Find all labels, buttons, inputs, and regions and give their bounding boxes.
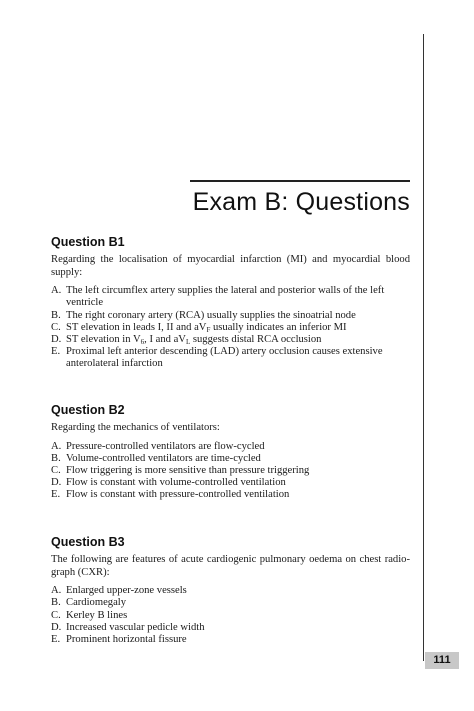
option-item — [51, 489, 410, 501]
option-item — [51, 453, 410, 465]
option-item — [51, 622, 410, 634]
question-block-b3 — [51, 535, 410, 646]
option-item — [51, 322, 410, 334]
option-letter: B. — [51, 597, 61, 609]
option-item — [51, 334, 410, 346]
option-letter: A. — [51, 285, 62, 297]
option-list — [51, 285, 410, 370]
option-text: Increased vascular pedicle width — [66, 621, 205, 633]
question-block-b1 — [51, 235, 410, 371]
option-item — [51, 465, 410, 477]
option-text: Volume-controlled ventilators are time-cycled — [66, 452, 261, 464]
option-letter: D. — [51, 477, 62, 489]
option-text: Flow is constant with volume-controlled ventilation — [66, 477, 286, 489]
question-stem: Regarding the mechanics of ventilators: — [51, 422, 220, 433]
option-list — [51, 585, 410, 646]
option-letter: B. — [51, 309, 61, 321]
option-text — [66, 322, 410, 334]
option-text: Prominent horizontal fissure — [66, 634, 187, 645]
option-subscript: 6 — [140, 338, 145, 346]
option-letter: D. — [51, 621, 62, 633]
option-item — [51, 585, 410, 597]
option-text: Flow is constant with pressure-controlled ventilation — [66, 489, 290, 501]
option-letter: A. — [51, 440, 62, 452]
chapter-title-rule — [190, 180, 410, 182]
option-text: Flow triggering is more sensitive than pressure triggering — [66, 465, 310, 476]
page-number: 111 — [425, 652, 459, 669]
option-text-part: , I and aV — [144, 334, 186, 345]
question-block-b2 — [51, 403, 410, 502]
question-stem: The following are features of acute cardiogenic pulmonary oedema on chest radio-graph (CXR): — [51, 554, 410, 578]
option-text: Enlarged upper-zone vessels — [66, 585, 187, 597]
option-text: Cardiomegaly — [66, 597, 127, 609]
option-text: The right coronary artery (RCA) usually supplies the sinoatrial node — [66, 309, 356, 321]
option-subscript: L — [185, 338, 191, 346]
question-heading: Question B2 — [51, 403, 125, 417]
question-heading: Question B3 — [51, 535, 125, 549]
option-item — [51, 634, 410, 646]
option-letter: D. — [51, 334, 62, 345]
option-item — [51, 346, 410, 370]
option-item — [51, 285, 410, 309]
question-stem: Regarding the localisation of myocardial infarction (MI) and myocardial blood supply: — [51, 254, 410, 278]
option-text: Proximal left anterior descending (LAD) artery occlusion causes extensive anterolateral infarction — [66, 346, 383, 370]
option-item — [51, 441, 410, 453]
option-text-part: ST elevation in V — [66, 334, 141, 345]
option-text-part: suggests distal RCA occlusion — [190, 334, 322, 345]
option-letter: E. — [51, 634, 61, 645]
option-item — [51, 310, 410, 322]
option-letter: E. — [51, 346, 61, 358]
option-text-part: ST elevation in leads I, II and aV — [66, 321, 207, 333]
option-letter: C. — [51, 465, 61, 476]
option-text — [66, 334, 410, 346]
option-text: Kerley B lines — [66, 609, 128, 621]
option-item — [51, 597, 410, 609]
option-letter: A. — [51, 585, 62, 597]
option-letter: B. — [51, 452, 61, 464]
option-item — [51, 610, 410, 622]
margin-vertical-rule — [423, 34, 424, 661]
option-item — [51, 477, 410, 489]
option-text-part: usually indicates an inferior MI — [210, 321, 347, 333]
chapter-title: Exam B: Questions — [192, 188, 410, 216]
option-subscript: F — [206, 325, 211, 334]
option-letter: C. — [51, 609, 61, 621]
option-text: The left circumflex artery supplies the lateral and posterior walls of the left ventricle — [66, 285, 385, 309]
option-text: Pressure-controlled ventilators are flow-cycled — [66, 440, 265, 452]
question-heading: Question B1 — [51, 235, 125, 249]
option-list — [51, 441, 410, 502]
option-letter: E. — [51, 489, 61, 501]
option-letter: C. — [51, 321, 61, 333]
